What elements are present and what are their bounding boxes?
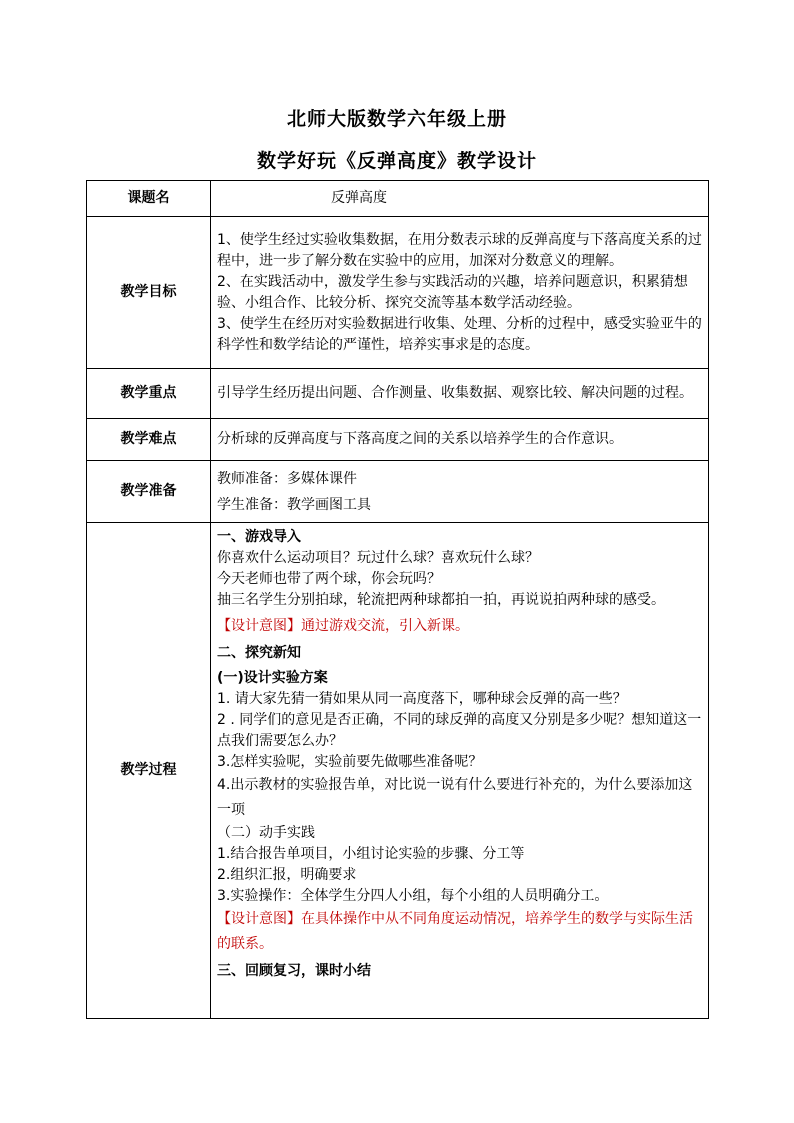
intent-text: 在具体操作中从不同角度运动情况，培养学生的数学与实际生活的联系。 [217,911,693,952]
paragraph: 4.出示教材的实验报告单，对比说一说有什么要进行补充的，为什么要添加这一项 [217,777,693,818]
document-title: 北师大版数学六年级上册 [286,108,507,130]
table-row [87,523,709,1019]
goal-item: 3、使学生在经历对实验数据进行收集、处理、分析的过程中，感受实验亚牛的科学性和数学结论的严谨性，培养实事求是的态度。 [217,315,702,353]
prep-cell [211,461,709,523]
table-row [87,461,709,523]
table-row [87,217,709,369]
paragraph: 抽三名学生分别拍球，轮流把两种球都拍一拍，再说说拍两种球的感受。 [217,592,665,608]
table-row [87,419,709,461]
intent-text: 通过游戏交流，引入新课。 [301,618,469,634]
goal-item: 1、使学生经过实验收集数据，在用分数表示球的反弹高度与下落高度关系的过程中，进一步了解分数在实验中的应用，加深对分数意义的理解。 [217,231,702,269]
paragraph: 2 . 同学们的意见是否正确，不同的球反弹的高度又分别是多少呢？想知道这一点我们需要怎么办？ [217,712,702,749]
difficulty-value: 分析球的反弹高度与下落高度之间的关系以培养学生的合作意识。 [211,419,709,461]
goals-cell [211,217,709,369]
table-row [87,181,709,217]
section-heading: 一、游戏导入 [217,529,301,545]
table-row [87,369,709,419]
intent-tag: 【设计意图】 [217,618,301,634]
lesson-plan-table [86,180,709,1019]
topic-value: 反弹高度 [211,181,709,217]
paragraph: 2.组织汇报，明确要求 [217,867,357,883]
subsection-heading: （二）动手实践 [217,825,315,841]
subsection-heading: (一)设计实验方案 [217,670,328,686]
teacher-prep: 教师准备：多媒体课件 [217,470,357,487]
goal-item: 2、在实践活动中，激发学生参与实践活动的兴趣，培养问题意识，积累猜想验、小组合作、比较分析、探究交流等基本数学活动经验。 [217,273,688,311]
paragraph: 3.怎样实验呢，实验前要先做哪些准备呢？ [217,754,483,770]
document-subtitle: 数学好玩《反弹高度》教学设计 [256,150,537,172]
intent-tag: 【设计意图】 [217,911,301,927]
design-intent [217,907,702,957]
row-label-goals: 教学目标 [87,217,211,369]
design-intent [217,616,702,637]
row-label-key: 教学重点 [87,369,211,419]
row-label-difficulty: 教学难点 [87,419,211,461]
section-heading: 三、回顾复习，课时小结 [217,963,371,979]
paragraph: 今天老师也带了两个球，你会玩吗？ [217,571,441,587]
paragraph: 你喜欢什么运动项目？玩过什么球？喜欢玩什么球？ [217,550,539,566]
paragraph: 1.结合报告单项目，小组讨论实验的步骤、分工等 [217,846,525,862]
row-label-process: 教学过程 [87,523,211,1019]
row-label-topic: 课题名 [87,181,211,217]
paragraph: 1. 请大家先猜一猜如果从同一高度落下，哪种球会反弹的高一些？ [217,691,627,707]
student-prep: 学生准备：教学画图工具 [217,496,371,513]
process-cell [211,523,709,1019]
row-label-prep: 教学准备 [87,461,211,523]
key-value: 引导学生经历提出问题、合作测量、收集数据、观察比较、解决问题的过程。 [211,369,709,419]
paragraph: 3.实验操作：全体学生分四人小组，每个小组的人员明确分工。 [217,888,609,904]
section-heading: 二、探究新知 [217,645,301,661]
